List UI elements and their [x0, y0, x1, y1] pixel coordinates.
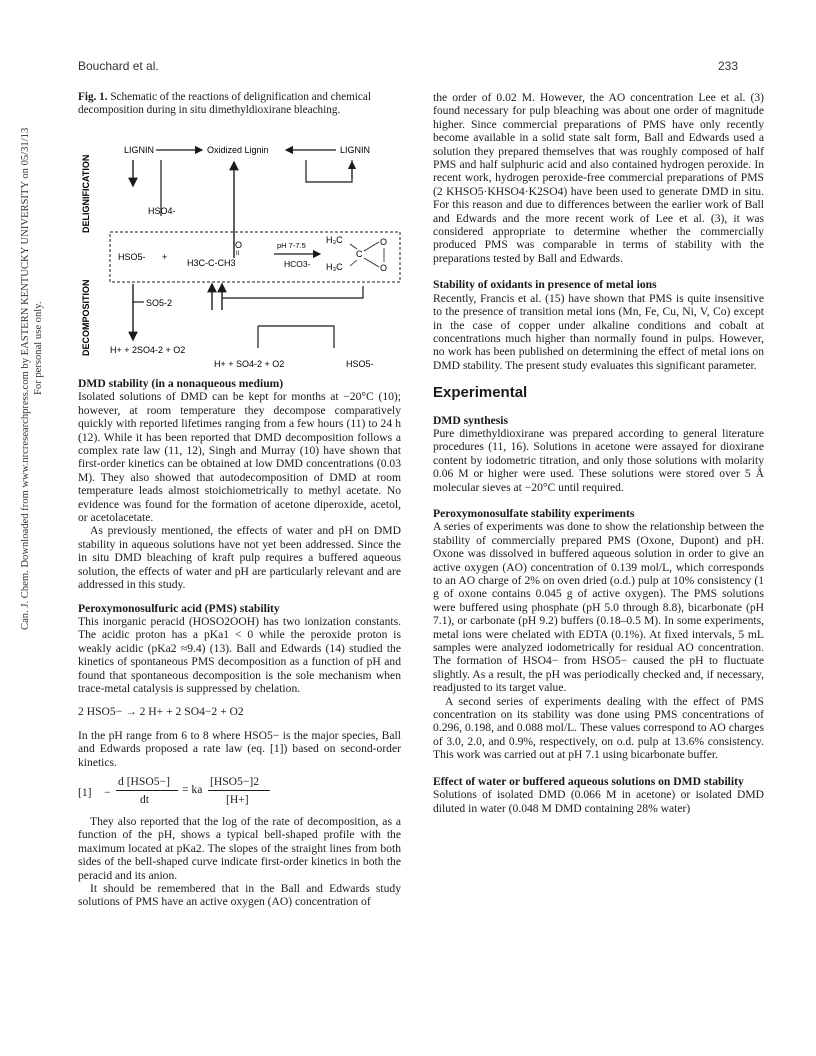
dioxirane-bond-4: [364, 258, 379, 267]
equation-number: [1]: [78, 785, 92, 799]
paragraph-dmd-stability: Isolated solutions of DMD can be kept for months at −20°C (10); however, at room temperature they decompose comparatively quickly with reported lifetimes ranging from a few hours (11) to 24 h (12). While it has been reported that DMD decomposition follows a complex rate law (11, 12), Singh and Murray (10) have shown that first-order kinetics can be obtained at low DMD concentrations (0.03 M). They also showed that autodecomposition of DMD at room temperature leads almost stoichiometrically to methyl acetate. No evidence was found for the formation of acetone diperoxide, acetol, or acetolacetate.: [78, 390, 401, 525]
section-experimental: Experimental: [433, 384, 528, 402]
dioxirane-o-top: O: [380, 237, 388, 247]
equation-minus: −: [104, 785, 111, 799]
paragraph-pms-intro: This inorganic peracid (HOSO2OOH) has two ionization constants. The acidic proton has a pKa1 < 0 while the peroxide proton is weakly acidic (pKa2 ≈9.4) (13). Ball and Edwards (14) studied the kinetics of spontaneous PMS decomposition as a function of pH and found that spontaneous decomposition is the sole mechanism when trace-metal catalysis is suppressed by chelation.: [78, 614, 401, 695]
paragraph-pms-experiments: A series of experiments was done to show the relationship between the stability of commercially prepared PMS (Oxone, Dupont) and pH. Oxone was dissolved in buffered aqueous solution in order to give an active oxygen (AO) concentration of 0.139 mol/L, which corresponds to an AO charge of 2% on oven dried (o.d.) pulp at 10% consistency (1 g of oxone contains 0.045 g of active oxygen). The PMS solutions were buffered using phosphate (pH 5.0 through 8.8), bicarbonate (pH 7.1), or carbonate (pH 9.2) buffers (0.18–0.5 M). In some experiments, metal ions were chelated with EDTA (0.1%). At fixed intervals, 5 mL samples were analyzed iodometrically for residual AO concentration. The formation of HSO4− from HSO5− caused the pH to fluctuate slightly. As a result, the pH was periodically checked and, if necessary, readjusted to its target value.: [433, 520, 764, 695]
left-column: [78, 377, 401, 909]
dioxirane-h3c-top: H₃C: [326, 235, 343, 245]
dioxirane-bond-2: [350, 260, 357, 266]
equation-1: [78, 769, 401, 815]
equation-rhs-numerator: [HSO5−]2: [210, 774, 260, 788]
hso4-label: HSO4-: [148, 206, 176, 216]
download-notice-line1: Can. J. Chem. Downloaded from www.nrcresearchpress.com by EASTERN KENTUCKY UNIVERSITY on 05/31/13: [20, 127, 31, 630]
paragraph-ph-effects: As previously mentioned, the effects of water and pH on DMD stability in aqueous solutions have not yet been addressed. Since the in situ DMD bleaching of kraft pulp requires a buffered aqueous solution, the effects of water and pH are particularly relevant and are addressed in this study.: [78, 524, 401, 592]
paragraph-ao-concentration: It should be remembered that in the Ball and Edwards study solutions of PMS have an active oxygen (AO) concentration of: [78, 882, 401, 909]
fraction-bar-left: [116, 790, 178, 791]
products-left: H+ + 2SO4-2 + O2: [110, 345, 186, 355]
paragraph-metal-ions: Recently, Francis et al. (15) have shown that PMS is quite insensitive to the presence of transition metal ions (Mn, Fe, Cu, Ni, V, Co) except in the case of copper under alkaline conditions and cobalt at concentrations much higher than normally found in pulps. However, no work has been published on determining the effect of metal ions on DMD stability. The present study evaluates this significant parameter.: [433, 291, 764, 372]
download-notice-line2: For personal use only.: [32, 301, 44, 395]
fraction-bar-right: [208, 790, 270, 791]
carbonyl-bond: II: [236, 251, 240, 257]
dioxirane-c: C: [356, 249, 363, 259]
right-column: [433, 91, 764, 815]
running-head-authors: Bouchard et al.: [78, 59, 159, 73]
equation-lhs-denominator: dt: [140, 792, 150, 806]
reaction-equation: 2 HSO5− → 2 H+ + 2 SO4−2 + O2: [78, 705, 244, 719]
dioxirane-h3c-bottom: H₃C: [326, 262, 343, 272]
bracket-right-top: [306, 160, 352, 182]
heading-dmd-synthesis: DMD synthesis: [433, 413, 509, 427]
paragraph-rate-law: In the pH range from 6 to 8 where HSO5− is the major species, Ball and Edwards proposed a rate law (eq. [1]) based on second-order kinetics.: [78, 728, 401, 769]
lignin-left: LIGNIN: [124, 145, 155, 155]
dioxirane-o-bottom: O: [380, 263, 388, 273]
acetone-formula: H3C-C-CH3: [187, 258, 236, 268]
figure-label: Fig. 1.: [78, 91, 108, 103]
reaction-scheme-figure: [74, 138, 404, 370]
figure-caption-text: Schematic of the reactions of delignification and chemical decomposition during in situ dimethyldioxirane bleaching.: [78, 91, 371, 117]
paragraph-bell-profile: They also reported that the log of the rate of decomposition, as a function of the pH, shows a typical bell-shaped profile with the maximum located at pKa2. The slopes of the straight lines from both sides of the bell-shaped curve indicate first-order kinetics in both the peracid and its anion.: [78, 814, 401, 882]
dioxirane-bond-1: [350, 244, 357, 249]
so5-label: SO5-2: [146, 298, 173, 308]
paragraph-ao-order: the order of 0.02 M. However, the AO concentration Lee et al. (3) found necessary for pulp bleaching was about one order of magnitude higher. Since commercial preparations of PMS have only recently become available in a solid state salt form, Ball and Edwards used a solution they prepared themselves that was roughly composed of half PMS and half sulphuric acid and also contained hydrogen peroxide. In recent work, hydrogen peroxide-free commercial preparations of PMS (2 KHSO5·KHSO4·K2SO4) have been used to generate DMD in situ. For this reason and due to differences between the earlier work of Ball and Edwards and the more recent work of Lee et al. (3), it was considered appropriate to determine whether the commercially produced PMS was comparable in terms of stability with the preparations tested by Ball and Edwards.: [433, 91, 764, 265]
equation-ka: = ka: [182, 782, 203, 796]
heading-pms-stability: Peroxymonosulfuric acid (PMS) stability: [78, 601, 280, 615]
figure-caption: [78, 91, 398, 118]
delignification-label: DELIGNIFICATION: [81, 154, 91, 233]
decomposition-label: DECOMPOSITION: [81, 279, 91, 356]
products-right: H+ + SO4-2 + O2: [214, 359, 285, 369]
paragraph-water-effect: Solutions of isolated DMD (0.066 M in acetone) or isolated DMD diluted in water (0.048 M DMD containing 28% water): [433, 788, 764, 815]
hso5-right: HSO5-: [346, 359, 374, 369]
plus-sign: +: [162, 252, 168, 262]
hso5-label: HSO5-: [118, 252, 146, 262]
heading-pms-experiments: Peroxymonosulfate stability experiments: [433, 506, 635, 520]
heading-metal-ions: Stability of oxidants in presence of metal ions: [433, 278, 657, 292]
heading-water-effect: Effect of water or buffered aqueous solutions on DMD stability: [433, 774, 744, 788]
carbonyl-o: O: [235, 240, 243, 250]
oxidized-lignin: Oxidized Lignin: [207, 145, 269, 155]
bracket-bottom: [222, 286, 363, 298]
ph-label: pH 7-7.5: [277, 241, 306, 250]
heading-dmd-stability: DMD stability (in a nonaqueous medium): [78, 377, 284, 390]
equation-lhs-numerator: d [HSO5−]: [118, 774, 170, 788]
bracket-right-decomp-2: [258, 326, 334, 348]
lignin-right: LIGNIN: [340, 145, 371, 155]
paragraph-dmd-synthesis: Pure dimethyldioxirane was prepared according to general literature procedures (11, 16). Solutions in acetone were assayed for dioxirane content by iodometric titration, and only those solutions with molarity 0.06 M or higher were used. These solutions were stored over 5 Å molecular sieves at −20°C until required.: [433, 426, 764, 494]
download-notice: [0, 0, 44, 1056]
equation-rhs-denominator: [H+]: [226, 792, 249, 806]
page-number: 233: [718, 59, 739, 73]
hco3-label: HCO3-: [284, 259, 311, 269]
paragraph-pms-concentration: A second series of experiments dealing with the effect of PMS concentration on its stability was done using PMS concentrations of 0.296, 0.198, and 0.088 mol/L. These values correspond to AO charges of 3.0, 2.0, and 0.9%, respectively, on o.d. pulp at 13.6% consistency. This work was carried out at pH 7.1 using bicarbonate buffer.: [433, 694, 764, 762]
dioxirane-bond-3: [364, 242, 379, 251]
